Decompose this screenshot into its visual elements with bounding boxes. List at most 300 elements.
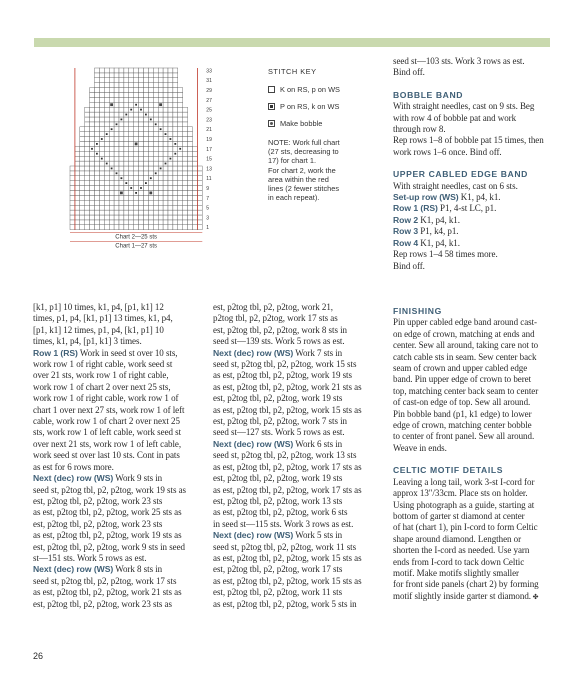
- chart-cell: [139, 117, 144, 122]
- chart-cell: [75, 156, 80, 161]
- chart-cell: [109, 161, 114, 166]
- chart-cell: [85, 156, 90, 161]
- chart-cell: [95, 107, 100, 112]
- chart-cell: [99, 107, 104, 112]
- chart-cell: [158, 171, 163, 176]
- chart-cell: [188, 176, 193, 181]
- chart-cell: [144, 176, 149, 181]
- chart-cell: [139, 112, 144, 117]
- chart-cell: [85, 161, 90, 166]
- purl-stitch-mark: [125, 114, 127, 116]
- chart-cell: [134, 156, 139, 161]
- chart-cell: [173, 156, 178, 161]
- chart-cell: [158, 142, 163, 147]
- chart-cell: [109, 73, 114, 78]
- chart-cell: [90, 156, 95, 161]
- chart-cell: [148, 166, 153, 171]
- chart-cell: [95, 181, 100, 186]
- chart-cell: [99, 102, 104, 107]
- chart-cell: [168, 215, 173, 220]
- line-text: of hat (chart 1), pin I-cord to form Celtic: [393, 522, 538, 533]
- instruction-line: [33, 564, 213, 575]
- chart-cell: [163, 215, 168, 220]
- note-line: (27 sts, decreasing to: [268, 147, 339, 157]
- chart-cell: [85, 171, 90, 176]
- line-text: seed st—103 sts. Work 3 rows as est.: [393, 56, 525, 66]
- chart-cell: [104, 200, 109, 205]
- text-line: [33, 485, 213, 496]
- chart-cell: [129, 215, 134, 220]
- chart-cell: [104, 151, 109, 156]
- text-line: [33, 439, 213, 450]
- chart-cell: [75, 200, 80, 205]
- chart-cell: [75, 166, 80, 171]
- text-line: [33, 336, 213, 347]
- chart-cell: [124, 88, 129, 93]
- chart-cell: [168, 102, 173, 107]
- purl-stitch-mark: [130, 109, 132, 111]
- chart-cell: [153, 156, 158, 161]
- text-line: [33, 393, 213, 404]
- chart-cell: [129, 191, 134, 196]
- chart-cell: [193, 151, 198, 156]
- chart-cell: [90, 205, 95, 210]
- row-number-label: 21: [206, 127, 212, 134]
- chart-cell: [99, 127, 104, 132]
- chart-cell: [95, 73, 100, 78]
- chart-cell: [114, 112, 119, 117]
- text-line: [213, 542, 385, 553]
- chart-cell: [163, 156, 168, 161]
- chart-cell: [139, 215, 144, 220]
- chart-cell: [139, 68, 144, 73]
- chart-cell: [153, 93, 158, 98]
- instruction-text: K1, p4, k1.: [458, 192, 501, 203]
- chart-cell: [139, 73, 144, 78]
- purl-stitch-mark: [106, 133, 108, 135]
- chart-cell: [134, 107, 139, 112]
- chart-cell: [183, 151, 188, 156]
- chart-cell: [134, 73, 139, 78]
- chart-cell: [99, 122, 104, 127]
- text-line: [393, 409, 553, 420]
- chart-cell: [183, 220, 188, 225]
- chart-cell: [119, 205, 124, 210]
- chart-cell: [148, 161, 153, 166]
- chart-cell: [153, 181, 158, 186]
- line-text: [k1, p1] 10 times, k1, p4, [p1, k1] 12: [33, 302, 164, 312]
- chart-cell: [183, 112, 188, 117]
- chart-cell: [153, 176, 158, 181]
- chart-cell: [178, 171, 183, 176]
- chart-cell: [75, 151, 80, 156]
- chart-cell: [173, 117, 178, 122]
- chart-cell: [95, 171, 100, 176]
- row-number-label: 1: [206, 225, 210, 232]
- chart-cell: [129, 97, 134, 102]
- line-text: center. Sew all around, taking care not to: [393, 340, 539, 351]
- line-text: seed st, p2tog tbl, p2, p2tog, work 13 sts: [213, 450, 357, 461]
- chart-cell: [95, 220, 100, 225]
- text-column-2: [213, 302, 385, 610]
- chart-cell: [95, 191, 100, 196]
- line-text: over 21 sts, work row 1 of right cable,: [33, 370, 169, 381]
- chart-cell: [129, 142, 134, 147]
- chart-cell: [168, 225, 173, 230]
- chart-cell: [95, 83, 100, 88]
- chart-cell: [95, 215, 100, 220]
- chart-cell: [75, 215, 80, 220]
- chart-cell: [163, 225, 168, 230]
- chart-cell: [193, 181, 198, 186]
- chart-cell: [109, 176, 114, 181]
- chart-cell: [109, 78, 114, 83]
- text-line: [393, 397, 553, 408]
- chart-cell: [104, 181, 109, 186]
- chart-cell: [163, 146, 168, 151]
- chart-cell: [129, 122, 134, 127]
- chart-cell: [148, 78, 153, 83]
- chart-cell: [173, 88, 178, 93]
- chart-cell: [90, 176, 95, 181]
- chart-cell: [173, 93, 178, 98]
- chart-cell: [85, 127, 90, 132]
- chart-cell: [158, 181, 163, 186]
- chart-cell: [139, 142, 144, 147]
- chart-cell: [70, 220, 75, 225]
- chart-cell: [129, 151, 134, 156]
- chart-cell: [104, 78, 109, 83]
- line-text: seed st, p2tog tbl, p2, p2tog, work 11 sts: [213, 541, 357, 552]
- chart-cell: [153, 205, 158, 210]
- chart-cell: [70, 225, 75, 230]
- purl-stitch-mark: [160, 168, 162, 170]
- row-number-label: 27: [206, 97, 212, 104]
- chart-cell: [168, 142, 173, 147]
- chart-cell: [148, 205, 153, 210]
- text-line: [393, 124, 553, 135]
- chart-cell: [119, 78, 124, 83]
- chart-cell: [104, 215, 109, 220]
- row-number-label: 19: [206, 137, 212, 143]
- chart-cell: [163, 112, 168, 117]
- chart-cell: [197, 225, 202, 230]
- chart-cell: [104, 166, 109, 171]
- chart-cell: [173, 83, 178, 88]
- row-number-label: 25: [206, 107, 212, 114]
- text-line: [33, 576, 213, 587]
- chart-cell: [129, 137, 134, 142]
- row-number-label: 29: [206, 88, 212, 94]
- chart-cell: [158, 83, 163, 88]
- line-text: est, p2tog tbl, p2, p2tog, work 17 sts: [213, 564, 343, 575]
- chart-cell: [109, 122, 114, 127]
- chart-cell: [183, 107, 188, 112]
- chart-cell: [168, 161, 173, 166]
- paragraph-gap: [393, 158, 553, 169]
- chart-cell: [80, 137, 85, 142]
- chart-cell: [104, 97, 109, 102]
- chart-cell: [173, 186, 178, 191]
- knitting-chart: [64, 64, 244, 287]
- text-column-1: [33, 302, 213, 610]
- purl-stitch-mark: [145, 114, 147, 116]
- chart-cell: [158, 156, 163, 161]
- chart-cell: [197, 181, 202, 186]
- chart-cell: [197, 215, 202, 220]
- text-line: [33, 542, 213, 553]
- purl-stitch-mark: [160, 128, 162, 130]
- line-text: on edge of crown, matching at ends and: [393, 328, 535, 339]
- purl-stitch-mark: [165, 163, 167, 165]
- chart-cell: [173, 102, 178, 107]
- text-line: [213, 462, 385, 473]
- chart-cell: [114, 132, 119, 137]
- chart-cell: [153, 210, 158, 215]
- chart-cell: [124, 73, 129, 78]
- chart-cell: [183, 142, 188, 147]
- chart-cell: [95, 186, 100, 191]
- text-line: [33, 416, 213, 427]
- chart-cell: [168, 166, 173, 171]
- chart-cell: [90, 220, 95, 225]
- chart-cell: [153, 102, 158, 107]
- stitch-key-title: STITCH KEY: [268, 67, 317, 76]
- chart-cell: [148, 156, 153, 161]
- instruction-text: K1, p4, k1.: [418, 214, 460, 225]
- text-line: [33, 496, 213, 507]
- row-heading: Next (dec) row (WS): [213, 438, 294, 449]
- text-column-3-top: [393, 56, 553, 272]
- chart-cell: [153, 97, 158, 102]
- text-line: [393, 511, 553, 522]
- chart-cell: [114, 210, 119, 215]
- chart-cell: [119, 186, 124, 191]
- chart-cell: [124, 107, 129, 112]
- text-line: [393, 500, 553, 511]
- chart-cell: [114, 181, 119, 186]
- chart-cell: [153, 137, 158, 142]
- chart-cell: [80, 176, 85, 181]
- chart-cell: [104, 205, 109, 210]
- stitch-key-label: K on RS, p on WS: [280, 85, 340, 94]
- text-line: [393, 443, 553, 454]
- chart-cell: [95, 176, 100, 181]
- chart-cell: [109, 88, 114, 93]
- chart-cell: [197, 176, 202, 181]
- chart-cell: [104, 210, 109, 215]
- chart-cell: [114, 127, 119, 132]
- row-heading: Next (dec) row (WS): [213, 530, 294, 541]
- chart-cell: [99, 181, 104, 186]
- line-text: chart 1 over next 27 sts, work row 1 of left: [33, 404, 185, 415]
- chart-cell: [109, 205, 114, 210]
- chart-cell: [144, 83, 149, 88]
- chart-cell: [90, 117, 95, 122]
- text-line: [33, 587, 213, 598]
- text-line: [213, 587, 385, 598]
- chart-cell: [153, 195, 158, 200]
- chart-cell: [129, 225, 134, 230]
- chart-cell: [109, 195, 114, 200]
- text-line: [393, 147, 553, 158]
- chart-cell: [148, 146, 153, 151]
- chart-cell: [139, 195, 144, 200]
- chart-cell: [158, 195, 163, 200]
- chart-note: [268, 138, 340, 202]
- chart-cell: [129, 156, 134, 161]
- chart-cell: [124, 146, 129, 151]
- chart-cell: [104, 225, 109, 230]
- chart-cell: [95, 161, 100, 166]
- text-line: [33, 313, 213, 324]
- instruction-line: [393, 215, 553, 226]
- chart-cell: [193, 171, 198, 176]
- chart-cell: [188, 200, 193, 205]
- line-text: catch cable sts in seam. Sew center back: [393, 351, 537, 362]
- line-text: as est, p2tog tbl, p2, p2tog, work 19 sts: [213, 370, 352, 381]
- line-text: as est, p2tog tbl, p2, p2tog, work 15 sts as: [213, 552, 362, 563]
- chart-cell: [134, 161, 139, 166]
- section-heading: FINISHING: [393, 306, 442, 316]
- text-line: [213, 519, 385, 530]
- chart-cell: [173, 171, 178, 176]
- row-number-label: 11: [206, 176, 212, 183]
- chart-cell: [75, 210, 80, 215]
- chart-cell: [70, 181, 75, 186]
- chart-cell: [183, 146, 188, 151]
- chart-cell: [75, 205, 80, 210]
- chart-cell: [134, 181, 139, 186]
- chart-cell: [178, 88, 183, 93]
- chart-cell: [104, 117, 109, 122]
- chart-cell: [173, 161, 178, 166]
- chart-cell: [109, 215, 114, 220]
- purl-stitch-mark: [150, 119, 152, 121]
- text-line: [213, 416, 385, 427]
- line-text: seed st, p2tog tbl, p2, p2tog, work 15 sts: [213, 359, 357, 370]
- chart-cell: [124, 195, 129, 200]
- chart-cell: [85, 181, 90, 186]
- chart-cell: [163, 171, 168, 176]
- line-text: times, p1, p4, [k1, p1] 13 times, k1, p4,: [33, 313, 173, 324]
- chart-cell: [95, 112, 100, 117]
- line-text: est, p2tog tbl, p2, p2tog, work 8 sts in: [213, 324, 348, 335]
- chart-cell: [144, 210, 149, 215]
- line-text: est, p2tog tbl, p2, p2tog, work 21,: [213, 302, 333, 312]
- chart-cell: [124, 171, 129, 176]
- chart-cell: [90, 191, 95, 196]
- chart-cell: [173, 132, 178, 137]
- instruction-line: [393, 226, 553, 237]
- chart-cell: [168, 200, 173, 205]
- chart-cell: [124, 93, 129, 98]
- chart-cell: [104, 186, 109, 191]
- chart-cell: [173, 191, 178, 196]
- chart-cell: [173, 112, 178, 117]
- chart-cell: [183, 186, 188, 191]
- chart-cell: [148, 93, 153, 98]
- chart-cell: [124, 97, 129, 102]
- chart-cell: [109, 97, 114, 102]
- chart-cell: [134, 112, 139, 117]
- chart-cell: [109, 200, 114, 205]
- chart-cell: [158, 161, 163, 166]
- chart-cell: [75, 191, 80, 196]
- line-text: sts, work row 1 of left cable, work seed st: [33, 427, 182, 438]
- chart-cell: [124, 127, 129, 132]
- chart-cell: [129, 73, 134, 78]
- text-line: [213, 576, 385, 587]
- chart-cell: [114, 220, 119, 225]
- chart-cell: [124, 68, 129, 73]
- chart-cell: [173, 176, 178, 181]
- text-line: [213, 427, 385, 438]
- chart-cell: [104, 112, 109, 117]
- chart-cell: [197, 200, 202, 205]
- chart-cell: [109, 107, 114, 112]
- chart-cell: [144, 151, 149, 156]
- stitch-key-label: P on RS, k on WS: [280, 102, 340, 111]
- chart-cell: [124, 151, 129, 156]
- chart-cell: [153, 191, 158, 196]
- chart-cell: [144, 137, 149, 142]
- chart-cell: [109, 171, 114, 176]
- chart-cell: [85, 191, 90, 196]
- chart-cell: [95, 68, 100, 73]
- chart-cell: [158, 137, 163, 142]
- chart-cell: [144, 142, 149, 147]
- line-text: for front side panels (chart 2) by forming: [393, 579, 539, 590]
- text-line: [393, 534, 553, 545]
- text-line: [213, 336, 385, 347]
- chart-cell: [104, 73, 109, 78]
- chart-cell: [183, 117, 188, 122]
- chart-cell: [119, 68, 124, 73]
- chart-cell: [139, 176, 144, 181]
- line-text: seed st—127 sts. Work 5 rows as est.: [213, 427, 345, 438]
- chart-cell: [80, 186, 85, 191]
- chart-cell: [70, 166, 75, 171]
- chart-cell: [153, 146, 158, 151]
- purl-stitch-mark: [111, 168, 113, 170]
- chart-cell: [99, 195, 104, 200]
- chart-cell: [193, 215, 198, 220]
- chart-cell: [188, 156, 193, 161]
- chart-cell: [129, 78, 134, 83]
- line-text: Leaving a long tail, work 3-st I-cord for: [393, 476, 535, 487]
- line-text: with row 4 of bobble pat and work: [393, 112, 517, 123]
- line-text: st—151 sts. Work 5 rows as est.: [33, 552, 147, 563]
- chart-cell: [144, 195, 149, 200]
- purl-stitch-mark: [96, 153, 98, 155]
- chart-cell: [114, 93, 119, 98]
- chart-cell: [104, 146, 109, 151]
- text-line: [393, 317, 553, 328]
- chart-cell: [163, 117, 168, 122]
- instruction-line: [33, 473, 213, 484]
- row-heading: Next (dec) row (WS): [33, 473, 114, 484]
- text-line: [393, 522, 553, 533]
- text-line: [213, 599, 385, 610]
- chart-cell: [119, 107, 124, 112]
- chart-cell: [178, 151, 183, 156]
- chart-cell: [85, 220, 90, 225]
- chart-cell: [129, 171, 134, 176]
- chart-cell: [168, 93, 173, 98]
- text-line: [213, 507, 385, 518]
- note-line: NOTE: Work full chart: [268, 138, 340, 147]
